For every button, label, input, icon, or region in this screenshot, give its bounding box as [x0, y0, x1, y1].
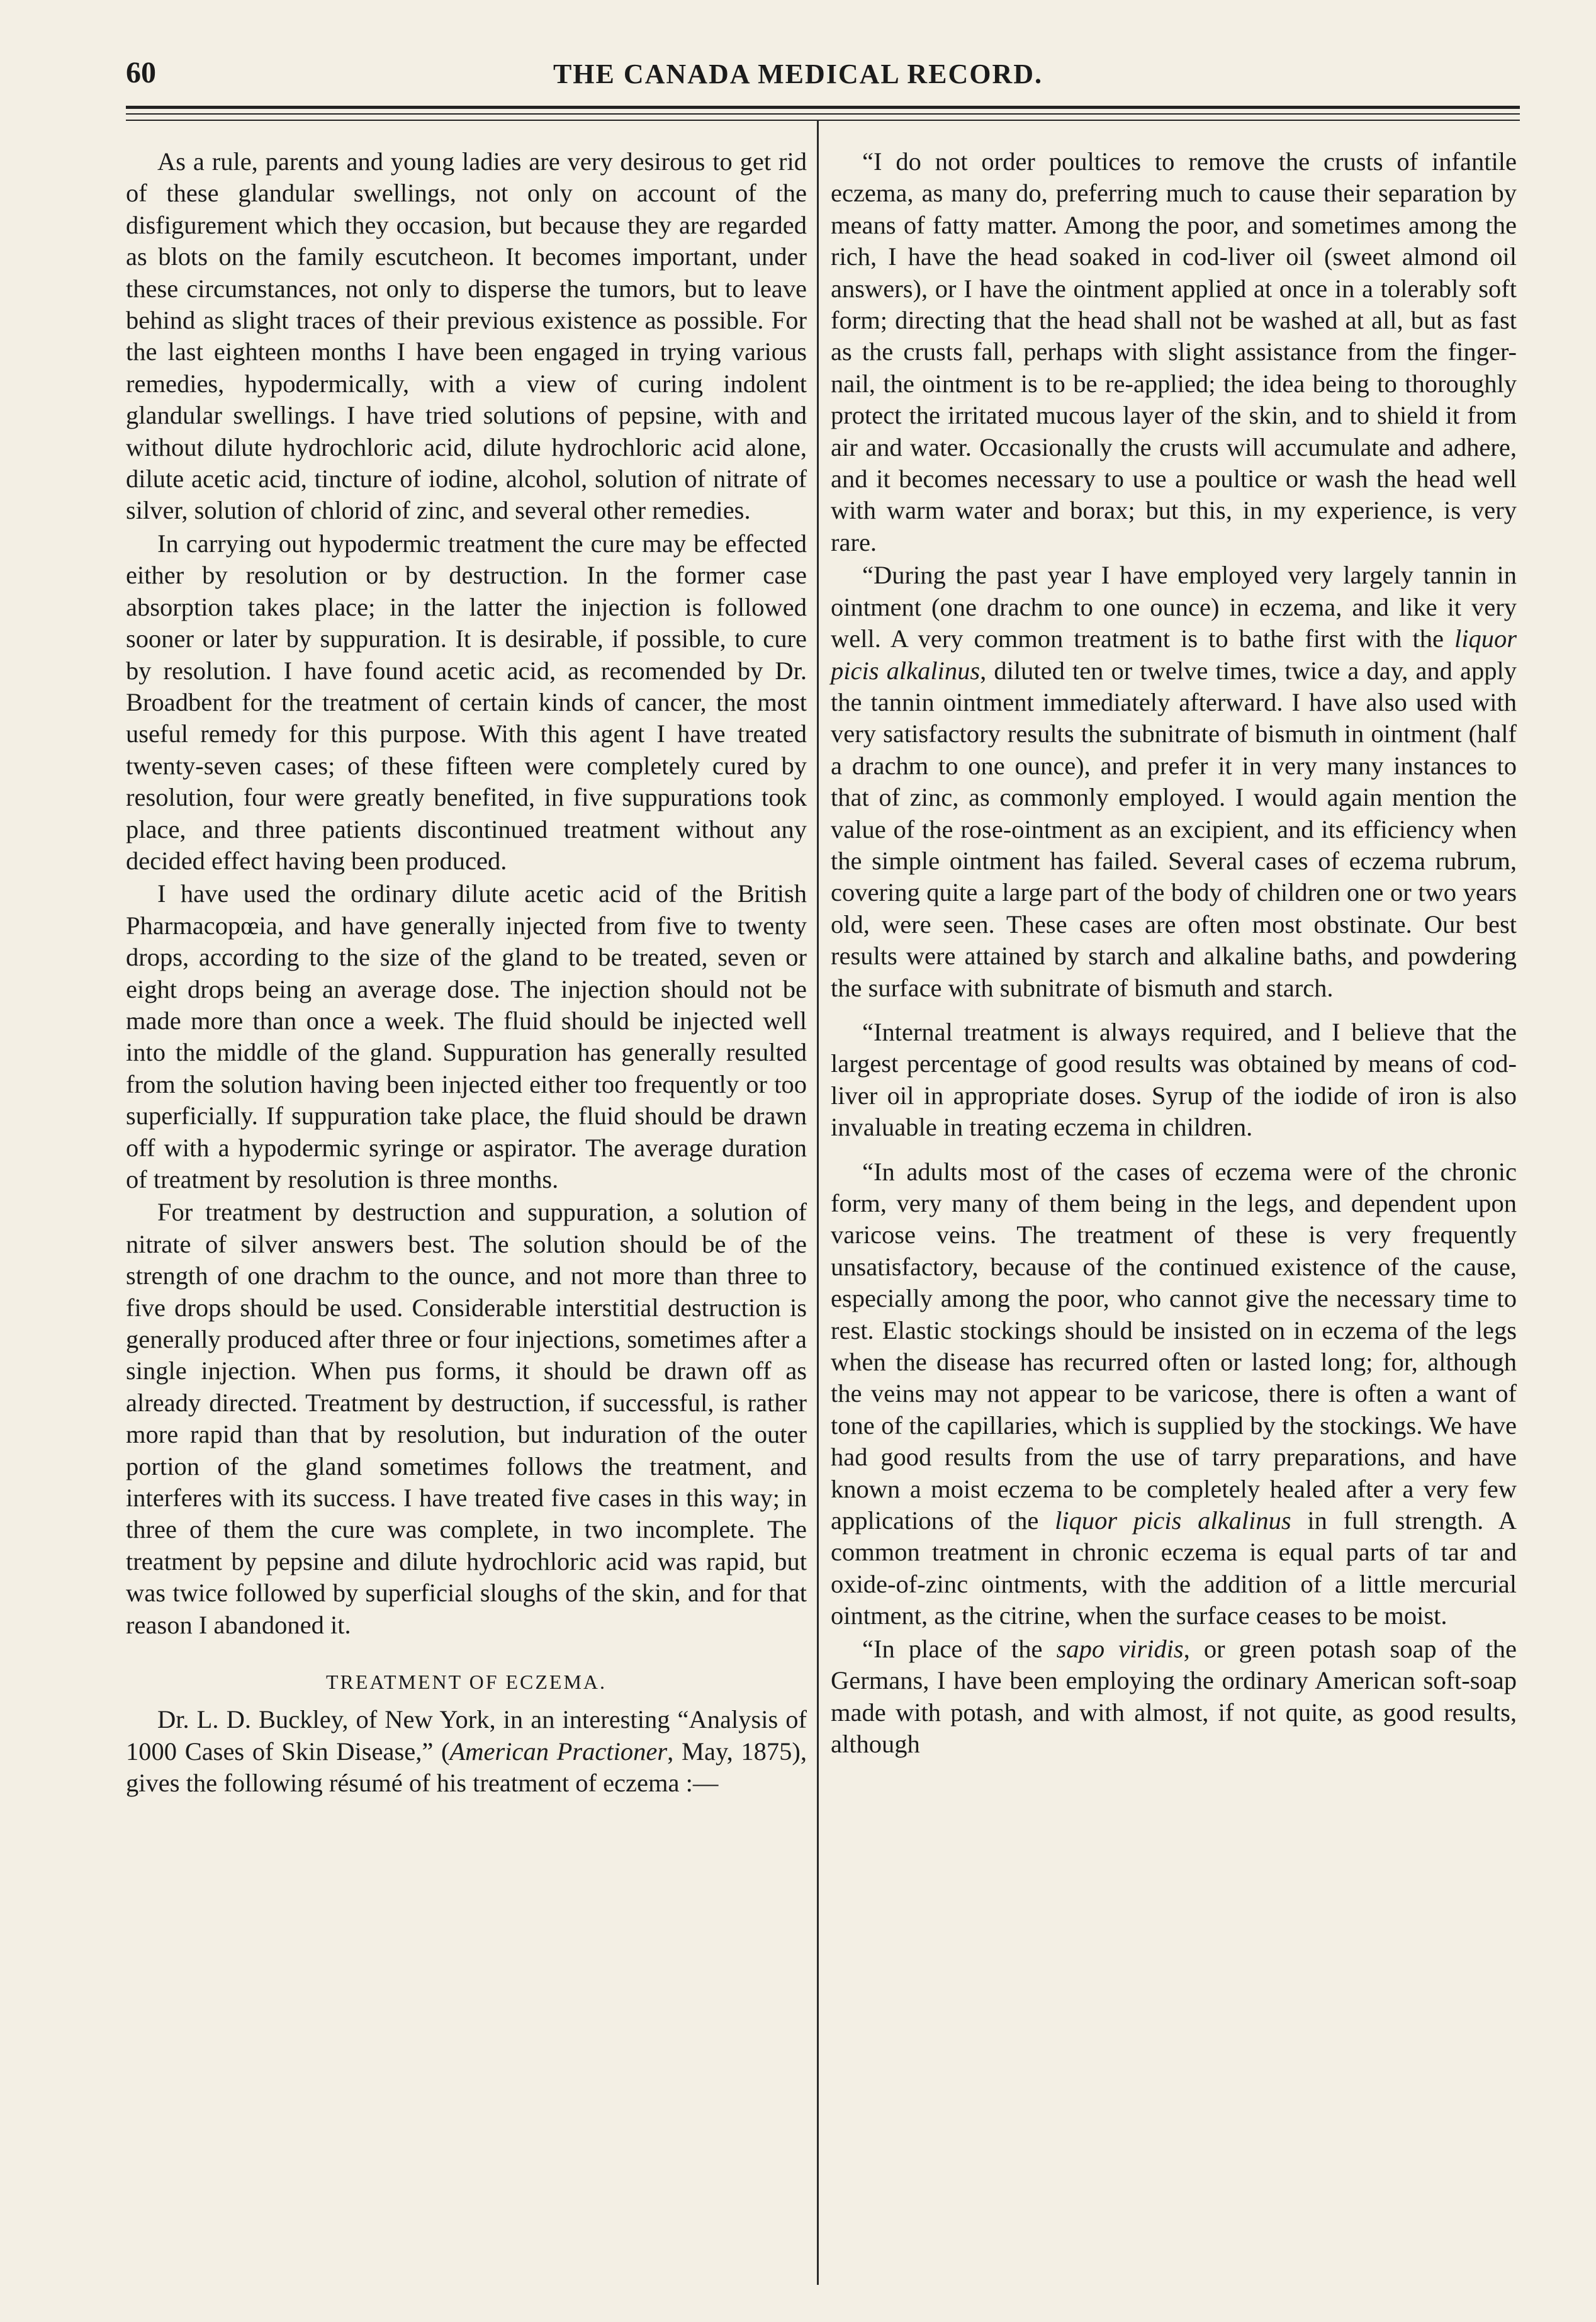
text-run: , or green potash soap of the Germans, I have been employing the ordinary American soft-soap made with potash, and with almost, if not quite, as good results, although — [831, 1634, 1517, 1758]
left-column — [126, 146, 807, 1800]
paragraph-adult-eczema — [831, 1156, 1517, 1632]
header-rule-bottom — [126, 120, 1520, 121]
page-number: 60 — [126, 56, 156, 89]
section-heading-eczema: TREATMENT OF ECZEMA. — [325, 1671, 607, 1694]
italic-term: liquor picis alkalinus — [831, 624, 1517, 685]
header-rule-thin — [126, 113, 1520, 115]
paragraph-hypodermic-treatment: In carrying out hypodermic treatment the cure may be effected either by resolution or by destruction. In the former case absorption takes place; in the latter the injection is followed sooner or later by suppuration. It is desirable, if possible, to cure by resolution. I have found acetic acid, as recomended by Dr. Broadbent for the treatment of certain kinds of cancer, the most useful remedy for this purpose. With this agent I have treated twenty-seven cases; of these fifteen were completely cured by resolution, four were greatly benefited, in five suppurations took place, and three patients discontinued treatment without any decided effect having been produced. — [126, 529, 807, 875]
text-run: “In place of the — [862, 1634, 1057, 1663]
text-run: “During the past year I have employed very largely tannin in ointment (one drachm to one ounce) in eczema, and like it very well. A very common treatment is to bathe first with the — [831, 561, 1517, 653]
paragraph-internal-treatment: “Internal treatment is always required, and I believe that the largest percentage of good results was obtained by means of cod-liver oil in appropriate doses. Syrup of the iodide of iron is also invaluable in treating eczema in children. — [831, 1017, 1517, 1142]
journal-name-italic: American Practioner — [449, 1737, 668, 1766]
text-run: , diluted ten or twelve times, twice a day, and apply the tannin ointment immediately afterward. I have also used with very satisfactory results the subnitrate of bismuth in ointment (half a drachm to one ounce), and prefer it in very many instances to that of zinc, as commonly employed. I would again mention the value of the rose-ointment as an excipient, and its efficiency when the simple ointment has failed. Several cases of eczema rubrum, covering quite a large part of the body of children one or two years old, were seen. These cases are often most obstinate. Our best results were attained by starch and alkaline baths, and powdering the surface with subnitrate of bismuth and starch. — [831, 656, 1517, 1002]
italic-term: sapo viridis — [1056, 1634, 1184, 1663]
italic-term: liquor picis alkalinus — [1055, 1506, 1291, 1535]
paragraph-sapo-viridis — [831, 1633, 1517, 1761]
text-run: in full strength. A common treatment in chronic eczema is equal parts of tar and oxide-of-zinc ointments, with the addition of a little mercurial ointment, as the citrine, when the surface ceases to be moist. — [831, 1506, 1517, 1630]
journal-title: THE CANADA MEDICAL RECORD. — [553, 59, 1043, 89]
header-rule-thick — [126, 106, 1520, 109]
paragraph-tannin — [831, 560, 1517, 1004]
paragraph-poultices: “I do not order poultices to remove the crusts of infantile eczema, as many do, preferring much to cause their separation by means of fatty matter. Among the poor, and sometimes among the rich, I have the head soaked in cod-liver oil (sweet almond oil answers), or I have the ointment applied at once in a tolerably soft form; directing that the head shall not be washed at all, but as fast as the crusts fall, perhaps with slight assistance from the finger-nail, the ointment is to be re-applied; the idea being to thoroughly protect the irritated mucous layer of the skin, and to shield it from air and water. Occasionally the crusts will accumulate and adhere, and it becomes necessary to use a poultice or wash the head well with warm water and borax; but this, in my experience, is very rare. — [831, 147, 1517, 556]
paragraph-glandular-swellings: As a rule, parents and young ladies are very desirous to get rid of these glandular swellings, not only on account of the disfigurement which they occasion, but because they are regarded as blots on the family escutcheon. It becomes important, under these circumstances, not only to disperse the tumors, but to leave behind as slight traces of their previous existence as possible. For the last eighteen months I have been engaged in trying various remedies, hypodermically, with a view of curing indolent glandular swellings. I have tried solutions of pepsine, with and without dilute hydrochloric acid, dilute hydrochloric acid alone, dilute acetic acid, tincture of iodine, alcohol, solution of nitrate of silver, solution of chlorid of zinc, and several other remedies. — [126, 147, 807, 525]
column-divider — [817, 120, 819, 2285]
text-run: Dr. L. D. Buckley, of New York, in an interesting “Analysis of 1000 Cases of Skin Disease,” ( — [126, 1705, 807, 1766]
paragraph-acetic-acid: I have used the ordinary dilute acetic acid of the British Pharmacopœia, and have generally injected from five to twenty drops, according to the size of the gland to be treated, seven or eight drops being an average dose. The injection should not be made more than once a week. The fluid should be injected well into the middle of the gland. Suppuration has generally resulted from the solution having been injected either too frequently or too superficially. If suppuration take place, the fluid should be drawn off with a hypodermic syringe or aspirator. The average duration of treatment by resolution is three months. — [126, 879, 807, 1193]
text-run: , May, 1875), gives the following résumé of his treatment of eczema :— — [126, 1737, 807, 1797]
paragraph-destruction-suppuration: For treatment by destruction and suppuration, a solution of nitrate of silver answers best. The solution should be of the strength of one drachm to the ounce, and not more than three to five drops should be used. Considerable interstitial destruction is generally produced after three or four injections, sometimes after a single injection. When pus forms, it should be drawn off as already directed. Treatment by destruction, if successful, is rather more rapid than that by resolution, but induration of the outer portion of the gland sometimes follows the treatment, and interferes with its success. I have treated five cases in this way; in three of them the cure was complete, in two incomplete. The treatment by pepsine and dilute hydrochloric acid was rapid, but was twice followed by superficial sloughs of the skin, and for that reason I abandoned it. — [126, 1198, 807, 1639]
right-column — [831, 146, 1517, 1761]
paragraph-buckley-intro — [126, 1704, 807, 1799]
text-run: “In adults most of the cases of eczema were of the chronic form, very many of them being in the legs, and dependent upon varicose veins. The treatment of these is very frequently unsatisfactory, because of the continued existence of the cause, especially among the poor, who cannot give the necessary time to rest. Elastic stockings should be insisted on in eczema of the legs when the disease has recurred often or lasted long; for, although the veins may not appear to be varicose, there is often a want of tone of the capillaries, which is supplied by the stockings. We have had good results from the use of tarry preparations, and have known a moist eczema to be completely healed after a very few applications of the — [831, 1157, 1517, 1535]
